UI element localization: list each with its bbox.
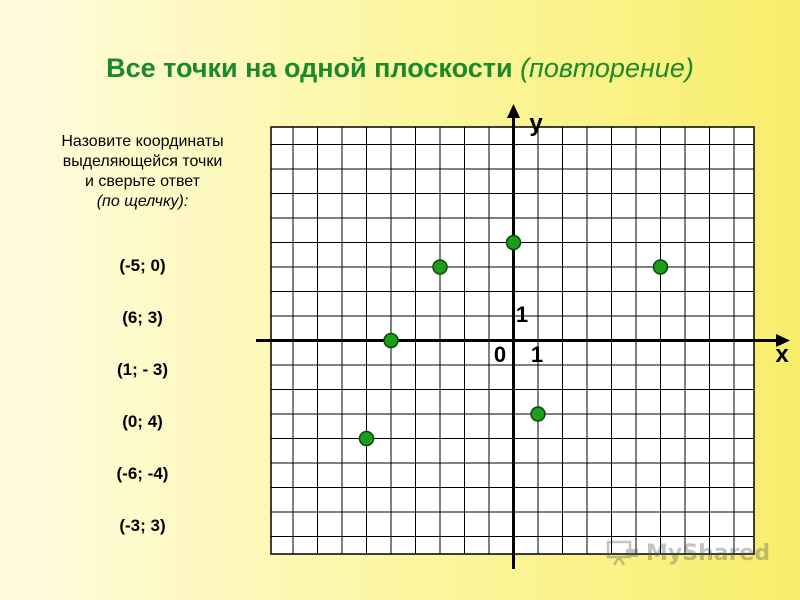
y-axis-label: y bbox=[529, 110, 543, 137]
answer-item-2[interactable]: (6; 3) bbox=[122, 308, 163, 327]
answer-item-4[interactable]: (0; 4) bbox=[122, 412, 163, 431]
plot-point-1 bbox=[384, 334, 398, 348]
answer-item-1[interactable]: (-5; 0) bbox=[119, 256, 166, 275]
instruction-line-3: и сверьте ответ bbox=[85, 173, 200, 190]
watermark bbox=[606, 538, 770, 568]
watermark-text: MyShared bbox=[646, 540, 771, 566]
answer-item-5[interactable]: (-6; -4) bbox=[116, 464, 169, 483]
origin-label: 0 bbox=[493, 342, 507, 367]
answer-item-3[interactable]: (1; - 3) bbox=[117, 360, 168, 379]
instruction-line-4: (по щелчку): bbox=[96, 193, 189, 210]
title-main: Все точки на одной плоскости bbox=[106, 53, 513, 83]
instruction-line-2: выделяющейся точки bbox=[62, 153, 223, 170]
presentation-icon bbox=[606, 539, 640, 567]
unit-x-label: 1 bbox=[530, 342, 544, 367]
answer-item-6[interactable]: (-3; 3) bbox=[119, 516, 166, 535]
y-axis-arrow-icon bbox=[507, 104, 520, 118]
title-sub: (повторение) bbox=[520, 53, 694, 83]
x-axis-label: x bbox=[775, 341, 789, 368]
plot-point-5 bbox=[360, 432, 374, 446]
plot-point-3 bbox=[531, 407, 545, 421]
unit-y-label: 1 bbox=[515, 302, 529, 327]
instruction-line-1: Назовите координаты bbox=[61, 133, 224, 150]
plot-point-4 bbox=[507, 236, 521, 250]
plot-point-6 bbox=[433, 260, 447, 274]
plot-point-2 bbox=[654, 260, 668, 274]
